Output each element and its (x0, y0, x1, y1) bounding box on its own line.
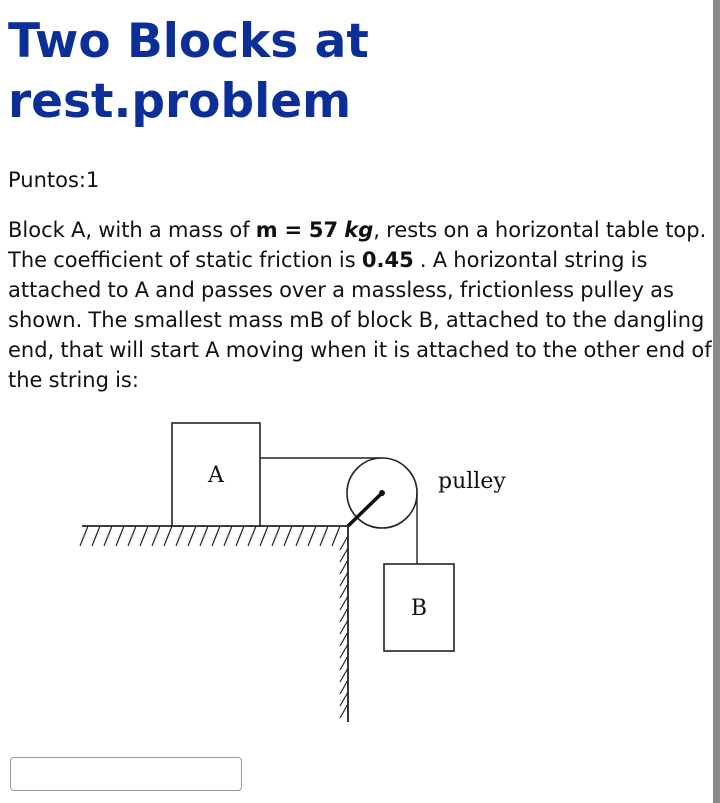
wall-hatching (340, 536, 348, 718)
question-text-3: . A horizontal string is attached to A and passes over a massless, frictionless pulley as shown. The smallest mass mB of block B, attached to the dangling end, that will start A moving when it is attached to the other end of the string is: (8, 248, 712, 392)
question-text (8, 215, 712, 395)
friction-coefficient-value: 0.45 (361, 248, 414, 272)
mass-symbol: m (255, 218, 278, 242)
question-text-1: Block A, with a mass of (8, 218, 256, 242)
pulley-axle (379, 490, 385, 496)
question-text-2: , rests on a horizontal table top. The coefficient of static friction is (8, 218, 707, 272)
answer-input[interactable] (10, 757, 242, 791)
mass-unit: kg (344, 218, 374, 242)
pulley-diagram (60, 410, 530, 740)
problem-title: Two Blocks at rest.problem (8, 14, 369, 129)
points-label: Puntos:1 (8, 168, 100, 192)
pulley-label: pulley (438, 469, 506, 494)
block-b-label: B (410, 596, 428, 621)
block-a-label: A (208, 463, 224, 488)
mass-value: 57 (308, 218, 339, 242)
equals-sign: = (277, 218, 309, 242)
table-hatching (80, 526, 340, 546)
